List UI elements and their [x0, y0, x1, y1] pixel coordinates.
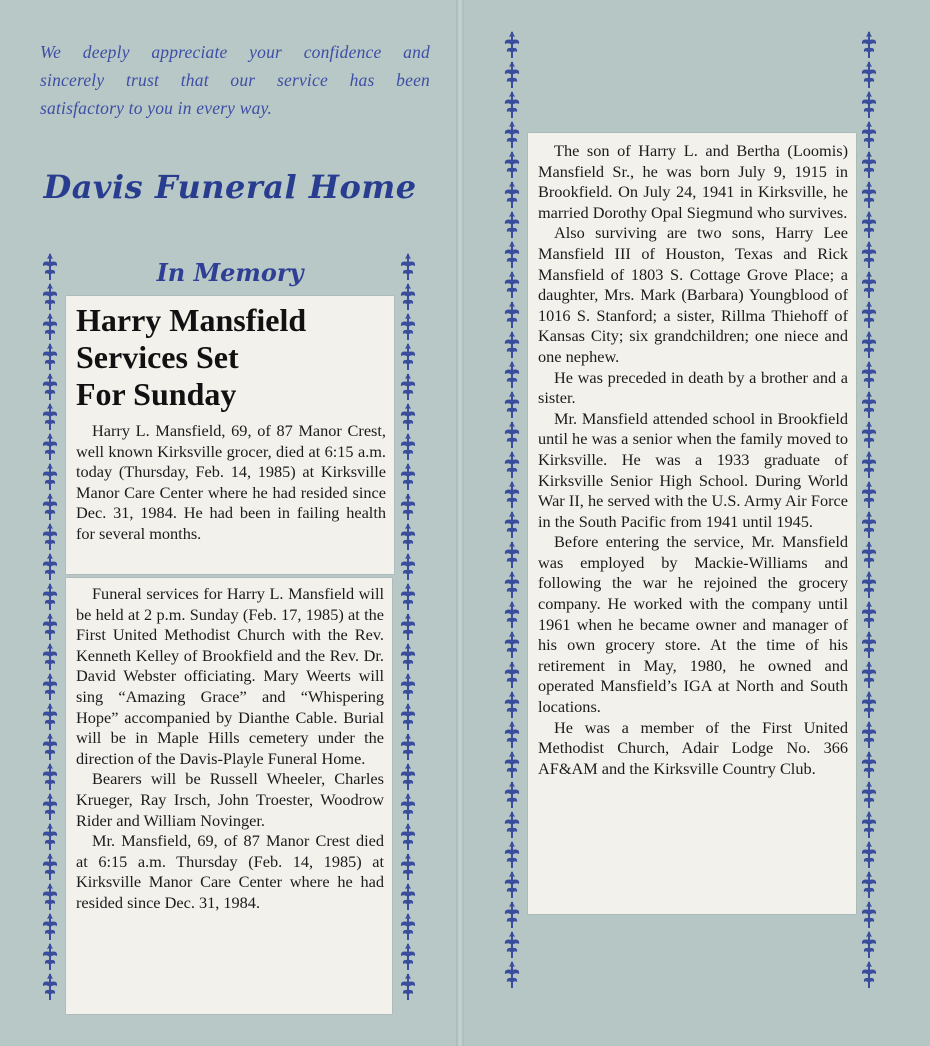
fleur-ornament-icon [862, 931, 876, 958]
headline-line: For Sunday [76, 376, 237, 412]
fleur-ornament-icon [862, 871, 876, 898]
fleur-ornament-icon [401, 853, 415, 880]
fleur-ornament-icon [505, 421, 519, 448]
ornament-border-left-outer [38, 252, 62, 1004]
fleur-ornament-icon [505, 211, 519, 238]
fleur-ornament-icon [43, 763, 57, 790]
card-fold [456, 0, 464, 1046]
fleur-ornament-icon [505, 901, 519, 928]
ornament-border-right-inner [857, 30, 881, 1002]
fleur-ornament-icon [862, 571, 876, 598]
fleur-ornament-icon [43, 853, 57, 880]
fleur-ornament-icon [401, 613, 415, 640]
appreciation-line: We deeply appreciate your confidence and [40, 42, 430, 62]
fleur-ornament-icon [862, 481, 876, 508]
fleur-ornament-icon [862, 631, 876, 658]
fleur-ornament-icon [401, 943, 415, 970]
fleur-ornament-icon [43, 283, 57, 310]
fleur-ornament-icon [862, 121, 876, 148]
fleur-ornament-icon [862, 91, 876, 118]
fleur-ornament-icon [862, 331, 876, 358]
fleur-ornament-icon [401, 883, 415, 910]
fleur-ornament-icon [862, 691, 876, 718]
fleur-ornament-icon [43, 253, 57, 280]
fleur-ornament-icon [505, 751, 519, 778]
funeral-home-title: Davis Funeral Home [43, 168, 417, 206]
article-paragraph: Mr. Mansfield, 69, of 87 Manor Crest died at 6:15 a.m. Thursday (Feb. 14, 1985) at Kirksville Manor Care Center where he had resided since Dec. 31, 1984. [76, 831, 384, 912]
fleur-ornament-icon [401, 553, 415, 580]
clipping-headline-article [66, 296, 394, 574]
fleur-ornament-icon [43, 343, 57, 370]
fleur-ornament-icon [862, 31, 876, 58]
fleur-ornament-icon [401, 433, 415, 460]
fleur-ornament-icon [505, 511, 519, 538]
article-paragraph: Bearers will be Russell Wheeler, Charles Krueger, Ray Irsch, John Troester, Woodrow Rider and William Novinger. [76, 769, 384, 830]
fleur-ornament-icon [862, 841, 876, 868]
fleur-ornament-icon [505, 691, 519, 718]
fleur-ornament-icon [43, 373, 57, 400]
headline-line: Harry Mansfield [76, 302, 307, 338]
fleur-ornament-icon [401, 583, 415, 610]
fleur-ornament-icon [401, 793, 415, 820]
fleur-ornament-icon [401, 373, 415, 400]
article-headline [76, 302, 386, 413]
fleur-ornament-icon [862, 391, 876, 418]
article-paragraph: He was preceded in death by a brother and a sister. [538, 367, 848, 408]
ornament-column-svg [38, 252, 62, 1004]
fleur-ornament-icon [505, 181, 519, 208]
fleur-ornament-icon [401, 913, 415, 940]
fleur-ornament-icon [862, 361, 876, 388]
article-paragraph: He was a member of the First United Methodist Church, Adair Lodge No. 366 AF&AM and the Kirksville Country Club. [538, 717, 848, 778]
fleur-ornament-icon [401, 313, 415, 340]
fleur-ornament-icon [862, 271, 876, 298]
fleur-ornament-icon [505, 601, 519, 628]
fleur-ornament-icon [43, 493, 57, 520]
article-paragraph: The son of Harry L. and Bertha (Loomis) Mansfield Sr., he was born July 9, 1915 in Brookfield. On July 24, 1941 in Kirksville, he married Dorothy Opal Siegmund who survives. [538, 141, 848, 222]
fleur-ornament-icon [43, 403, 57, 430]
fleur-ornament-icon [43, 523, 57, 550]
fleur-ornament-icon [862, 241, 876, 268]
fleur-ornament-icon [862, 181, 876, 208]
fleur-ornament-icon [505, 571, 519, 598]
fleur-ornament-icon [43, 823, 57, 850]
fleur-ornament-icon [862, 61, 876, 88]
fleur-ornament-icon [43, 313, 57, 340]
fleur-ornament-icon [505, 871, 519, 898]
fleur-ornament-icon [862, 961, 876, 988]
fleur-ornament-icon [505, 121, 519, 148]
fleur-ornament-icon [862, 751, 876, 778]
fleur-ornament-icon [505, 841, 519, 868]
fleur-ornament-icon [401, 763, 415, 790]
ornament-column-svg [500, 30, 524, 1002]
fleur-ornament-icon [862, 541, 876, 568]
fleur-ornament-icon [505, 811, 519, 838]
fleur-ornament-icon [862, 781, 876, 808]
fleur-ornament-icon [862, 151, 876, 178]
fleur-ornament-icon [43, 913, 57, 940]
fleur-ornament-icon [505, 781, 519, 808]
fleur-ornament-icon [401, 253, 415, 280]
fleur-ornament-icon [401, 643, 415, 670]
fleur-ornament-icon [505, 61, 519, 88]
fleur-ornament-icon [505, 451, 519, 478]
fleur-ornament-icon [401, 823, 415, 850]
fleur-ornament-icon [505, 331, 519, 358]
fleur-ornament-icon [43, 703, 57, 730]
fleur-ornament-icon [505, 721, 519, 748]
clipping-services-article [66, 578, 392, 1014]
fleur-ornament-icon [43, 613, 57, 640]
fleur-ornament-icon [401, 523, 415, 550]
fleur-ornament-icon [862, 301, 876, 328]
fleur-ornament-icon [862, 211, 876, 238]
fleur-ornament-icon [862, 721, 876, 748]
ornament-column-svg [396, 252, 420, 1004]
fleur-ornament-icon [43, 943, 57, 970]
fleur-ornament-icon [862, 811, 876, 838]
fleur-ornament-icon [862, 601, 876, 628]
fleur-ornament-icon [505, 301, 519, 328]
fleur-ornament-icon [43, 883, 57, 910]
appreciation-line: satisfactory to you in every way. [40, 98, 273, 118]
fleur-ornament-icon [401, 673, 415, 700]
fleur-ornament-icon [401, 973, 415, 1000]
fleur-ornament-icon [862, 511, 876, 538]
fleur-ornament-icon [401, 463, 415, 490]
fleur-ornament-icon [505, 151, 519, 178]
fleur-ornament-icon [401, 703, 415, 730]
fleur-ornament-icon [43, 583, 57, 610]
ornament-column-svg [857, 30, 881, 1002]
fleur-ornament-icon [401, 403, 415, 430]
ornament-border-right-outer [500, 30, 524, 1002]
fleur-ornament-icon [862, 661, 876, 688]
fleur-ornament-icon [43, 793, 57, 820]
fleur-ornament-icon [401, 343, 415, 370]
fleur-ornament-icon [43, 553, 57, 580]
headline-line: Services Set [76, 339, 239, 375]
fleur-ornament-icon [505, 91, 519, 118]
fleur-ornament-icon [401, 493, 415, 520]
fleur-ornament-icon [505, 271, 519, 298]
fleur-ornament-icon [505, 391, 519, 418]
fleur-ornament-icon [401, 733, 415, 760]
fleur-ornament-icon [505, 31, 519, 58]
fleur-ornament-icon [505, 541, 519, 568]
ornament-border-left-inner [396, 252, 420, 1004]
fleur-ornament-icon [43, 973, 57, 1000]
fleur-ornament-icon [43, 673, 57, 700]
fleur-ornament-icon [505, 481, 519, 508]
appreciation-line: sincerely trust that our service has been [40, 70, 430, 90]
fleur-ornament-icon [505, 661, 519, 688]
fleur-ornament-icon [862, 451, 876, 478]
article-paragraph: Funeral services for Harry L. Mansfield will be held at 2 p.m. Sunday (Feb. 17, 1985) at the First United Methodist Church with the Rev. Kenneth Kelley of Brookfield and the Rev. Dr. David Webster officiating. Mary Weerts will sing “Amazing Grace” and “Whispering Hope” accompanied by Dianthe Cable. Burial will be in Maple Hills cemetery under the direction of the Davis-Playle Funeral Home. [76, 584, 384, 768]
article-paragraph: Mr. Mansfield attended school in Brookfield until he was a senior when the family moved to Kirksville. He was a 1933 graduate of Kirksville Senior High School. During World War II, he served with the U.S. Army Air Force in the South Pacific from 1941 until 1945. [538, 408, 848, 531]
in-memory-title: In Memory [156, 258, 304, 287]
fleur-ornament-icon [505, 961, 519, 988]
fleur-ornament-icon [505, 931, 519, 958]
fleur-ornament-icon [505, 631, 519, 658]
appreciation-text [40, 38, 430, 122]
fleur-ornament-icon [862, 421, 876, 448]
article-paragraph: Harry L. Mansfield, 69, of 87 Manor Crest, well known Kirksville grocer, died at 6:15 a.m. today (Thursday, Feb. 14, 1985) at Kirksville Manor Care Center where he had resided since Dec. 31, 1984. He had been in failing health for several months. [76, 421, 386, 543]
clipping-biography-article [528, 133, 856, 914]
article-paragraph: Before entering the service, Mr. Mansfield was employed by Mackie-Williams and following the war he rejoined the grocery company. He worked with the company until 1961 when he became owner and manager of his own grocery store. At the time of his retirement in May, 1980, he owned and operated Mansfield’s IGA at North and South locations. [538, 532, 848, 717]
article-paragraph: Also surviving are two sons, Harry Lee Mansfield III of Houston, Texas and Rick Mansfield of 1803 S. Cottage Grove Place; a daughter, Mrs. Mark (Barbara) Youngblood of 1016 S. Stanford; a sister, Rillma Thiehoff of Kansas City; six grandchildren; one niece and one nephew. [538, 223, 848, 366]
fleur-ornament-icon [862, 901, 876, 928]
fleur-ornament-icon [43, 643, 57, 670]
fleur-ornament-icon [505, 361, 519, 388]
fleur-ornament-icon [43, 733, 57, 760]
fleur-ornament-icon [505, 241, 519, 268]
fleur-ornament-icon [401, 283, 415, 310]
fleur-ornament-icon [43, 463, 57, 490]
fleur-ornament-icon [43, 433, 57, 460]
